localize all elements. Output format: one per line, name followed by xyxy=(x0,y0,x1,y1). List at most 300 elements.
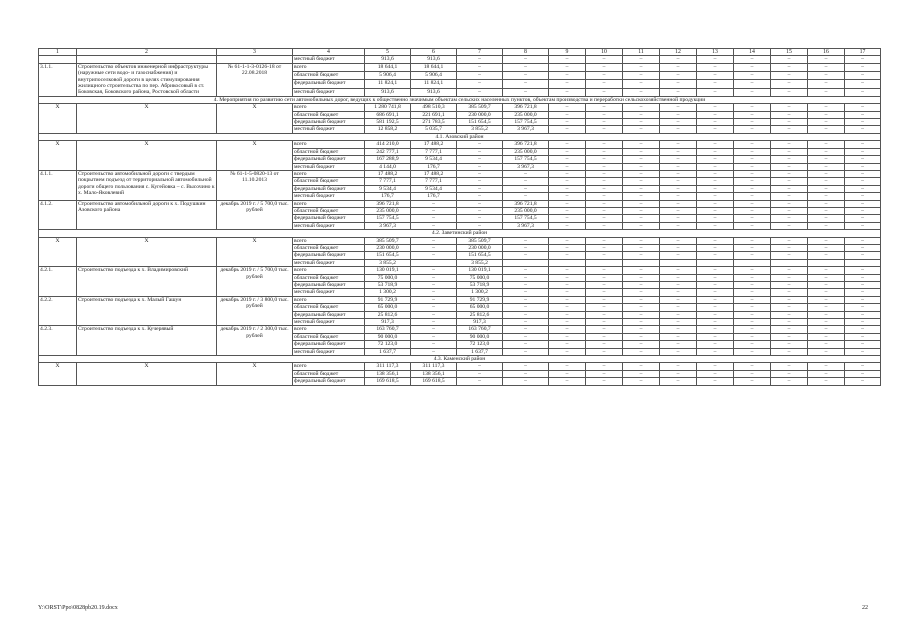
amount-cell: – xyxy=(734,333,771,340)
amount-cell: – xyxy=(503,274,549,281)
amount-cell: – xyxy=(771,185,808,192)
funding-source-cell: областной бюджет xyxy=(293,304,365,311)
amount-cell: – xyxy=(549,363,586,370)
amount-cell: – xyxy=(623,156,660,163)
amount-cell: – xyxy=(623,348,660,355)
amount-cell: – xyxy=(660,193,697,200)
funding-source-cell: областной бюджет xyxy=(293,370,365,377)
amount-cell: – xyxy=(697,370,734,377)
amount-cell: – xyxy=(734,163,771,170)
budget-table-sheet xyxy=(38,48,872,386)
amount-cell: – xyxy=(660,237,697,244)
amount-cell: – xyxy=(697,56,734,63)
amount-cell: – xyxy=(623,222,660,229)
amount-cell: – xyxy=(457,193,503,200)
amount-cell: – xyxy=(660,244,697,251)
amount-cell: 7 777,1 xyxy=(411,148,457,155)
amount-cell: – xyxy=(808,326,845,333)
amount-cell: 151 654,5 xyxy=(457,252,503,259)
amount-cell: – xyxy=(411,304,457,311)
amount-cell: – xyxy=(549,237,586,244)
table-row xyxy=(39,267,881,274)
funding-source-cell: областной бюджет xyxy=(293,207,365,214)
amount-cell: – xyxy=(623,378,660,385)
amount-cell: – xyxy=(697,274,734,281)
amount-cell: – xyxy=(549,348,586,355)
amount-cell: 3 967,3 xyxy=(503,222,549,229)
amount-cell: – xyxy=(549,156,586,163)
amount-cell: – xyxy=(697,185,734,192)
amount-cell: – xyxy=(411,333,457,340)
amount-cell: 17 488,2 xyxy=(411,170,457,177)
amount-cell: – xyxy=(623,119,660,126)
table-header-row xyxy=(39,49,881,56)
amount-cell: – xyxy=(808,72,845,80)
amount-cell: 230 000,0 xyxy=(457,244,503,251)
amount-cell: 3 967,3 xyxy=(503,126,549,133)
amount-cell: – xyxy=(808,282,845,289)
amount-cell: 385 509,7 xyxy=(457,237,503,244)
amount-cell: – xyxy=(734,126,771,133)
amount-cell: – xyxy=(734,370,771,377)
header-cell: 11 xyxy=(623,49,660,56)
amount-cell: – xyxy=(503,341,549,348)
funding-source-cell: областной бюджет xyxy=(293,333,365,340)
amount-cell: – xyxy=(771,319,808,326)
item-doc-cell: декабрь 2019 г. / 5 700,0 тыс. рублей xyxy=(217,200,293,230)
amount-cell: 235 000,0 xyxy=(503,207,549,214)
amount-cell: 913,6 xyxy=(411,88,457,96)
amount-cell: – xyxy=(586,148,623,155)
amount-cell: 25 812,6 xyxy=(365,311,411,318)
amount-cell: – xyxy=(845,333,881,340)
amount-cell: – xyxy=(457,200,503,207)
amount-cell: – xyxy=(586,348,623,355)
amount-cell: – xyxy=(586,378,623,385)
amount-cell: – xyxy=(549,193,586,200)
amount-cell: – xyxy=(457,170,503,177)
amount-cell: – xyxy=(623,289,660,296)
amount-cell: – xyxy=(586,215,623,222)
amount-cell: 3 967,3 xyxy=(503,163,549,170)
amount-cell: – xyxy=(734,341,771,348)
funding-source-cell: всего xyxy=(293,63,365,71)
amount-cell: – xyxy=(623,170,660,177)
amount-cell: 3 855,2 xyxy=(365,259,411,266)
amount-cell: – xyxy=(697,215,734,222)
amount-cell: – xyxy=(503,170,549,177)
amount-cell: – xyxy=(411,341,457,348)
amount-cell: – xyxy=(771,289,808,296)
amount-cell: – xyxy=(697,222,734,229)
amount-cell: – xyxy=(586,237,623,244)
amount-cell: – xyxy=(808,148,845,155)
amount-cell: – xyxy=(771,56,808,63)
amount-cell: – xyxy=(457,215,503,222)
amount-cell: – xyxy=(808,370,845,377)
amount-cell: 396 721,8 xyxy=(503,200,549,207)
amount-cell: – xyxy=(586,252,623,259)
amount-cell: – xyxy=(586,111,623,118)
funding-source-cell: местный бюджет xyxy=(293,126,365,133)
amount-cell: – xyxy=(845,104,881,111)
amount-cell: – xyxy=(586,370,623,377)
section-heading: 4.1. Азовский район xyxy=(39,133,881,140)
funding-source-cell: областной бюджет xyxy=(293,244,365,251)
funding-source-cell: федеральный бюджет xyxy=(293,341,365,348)
amount-cell: – xyxy=(660,267,697,274)
amount-cell: 3 855,2 xyxy=(457,259,503,266)
header-cell: 2 xyxy=(77,49,217,56)
item-doc-cell: Х xyxy=(217,141,293,171)
amount-cell: – xyxy=(697,237,734,244)
amount-cell: – xyxy=(411,311,457,318)
amount-cell: – xyxy=(660,200,697,207)
amount-cell: 9 534,4 xyxy=(411,185,457,192)
amount-cell: 17 488,2 xyxy=(365,170,411,177)
amount-cell: – xyxy=(808,304,845,311)
amount-cell: – xyxy=(411,296,457,303)
item-number-cell xyxy=(39,56,77,63)
amount-cell: 163 760,7 xyxy=(365,326,411,333)
amount-cell: – xyxy=(845,80,881,88)
amount-cell: 138 356,1 xyxy=(365,370,411,377)
amount-cell: – xyxy=(697,119,734,126)
amount-cell: – xyxy=(586,63,623,71)
amount-cell: – xyxy=(845,185,881,192)
amount-cell: – xyxy=(549,88,586,96)
amount-cell: – xyxy=(623,304,660,311)
amount-cell: – xyxy=(771,193,808,200)
amount-cell: – xyxy=(697,289,734,296)
amount-cell: 913,6 xyxy=(365,88,411,96)
header-cell: 3 xyxy=(217,49,293,56)
amount-cell: 7 777,1 xyxy=(411,178,457,185)
amount-cell: 90 000,0 xyxy=(457,333,503,340)
amount-cell: 242 777,1 xyxy=(365,148,411,155)
amount-cell: – xyxy=(697,326,734,333)
amount-cell: 91 729,9 xyxy=(365,296,411,303)
funding-source-cell: местный бюджет xyxy=(293,56,365,63)
amount-cell xyxy=(660,259,697,266)
amount-cell: – xyxy=(734,319,771,326)
amount-cell: – xyxy=(845,170,881,177)
amount-cell: – xyxy=(845,111,881,118)
amount-cell: – xyxy=(549,148,586,155)
amount-cell: 396 721,8 xyxy=(365,200,411,207)
header-cell: 8 xyxy=(503,49,549,56)
header-cell: 6 xyxy=(411,49,457,56)
amount-cell: – xyxy=(586,289,623,296)
amount-cell: – xyxy=(623,193,660,200)
amount-cell: – xyxy=(771,111,808,118)
amount-cell: – xyxy=(457,156,503,163)
amount-cell xyxy=(586,259,623,266)
amount-cell: – xyxy=(623,215,660,222)
item-number-cell: Х xyxy=(39,363,77,385)
item-name-cell: Строительство объектов инженерной инфраструктуры (наружные сети водо- и газоснабжения) и внутрипоселковой дороги в целях стимулирования жилищного строительства по пер. Абрикосовый в ст. Боковская, Боковского района, Ростовской области xyxy=(77,63,217,96)
table-row xyxy=(39,326,881,333)
amount-cell: – xyxy=(734,119,771,126)
amount-cell: – xyxy=(549,244,586,251)
amount-cell: – xyxy=(771,348,808,355)
amount-cell: – xyxy=(623,296,660,303)
funding-source-cell: местный бюджет xyxy=(293,348,365,355)
amount-cell: – xyxy=(623,282,660,289)
amount-cell: – xyxy=(586,341,623,348)
amount-cell: – xyxy=(411,267,457,274)
amount-cell: – xyxy=(734,237,771,244)
item-name-cell: Строительство автомобильной дороги к х. Подушкин Азовского района xyxy=(77,200,217,230)
amount-cell: 235 000,0 xyxy=(503,148,549,155)
amount-cell: 176,7 xyxy=(411,163,457,170)
amount-cell: – xyxy=(808,185,845,192)
funding-source-cell: местный бюджет xyxy=(293,222,365,229)
amount-cell: 11 824,1 xyxy=(411,80,457,88)
amount-cell xyxy=(808,259,845,266)
amount-cell: – xyxy=(549,119,586,126)
amount-cell: – xyxy=(623,370,660,377)
amount-cell: – xyxy=(771,156,808,163)
amount-cell: – xyxy=(660,222,697,229)
amount-cell: – xyxy=(660,111,697,118)
amount-cell: – xyxy=(697,296,734,303)
amount-cell: – xyxy=(411,215,457,222)
amount-cell: – xyxy=(549,267,586,274)
amount-cell: – xyxy=(623,80,660,88)
amount-cell: – xyxy=(549,282,586,289)
amount-cell: – xyxy=(697,267,734,274)
item-name-cell: Строительство подъезда к х. Владимировский xyxy=(77,267,217,297)
amount-cell: – xyxy=(697,156,734,163)
amount-cell: – xyxy=(586,178,623,185)
item-name-cell xyxy=(77,56,217,63)
amount-cell: – xyxy=(697,378,734,385)
amount-cell: – xyxy=(660,370,697,377)
item-doc-cell: № 61-1-5-0820-13 от 11.10.2013 xyxy=(217,170,293,200)
amount-cell: – xyxy=(660,289,697,296)
amount-cell: – xyxy=(697,333,734,340)
amount-cell: – xyxy=(771,215,808,222)
amount-cell: – xyxy=(771,72,808,80)
amount-cell: – xyxy=(586,56,623,63)
funding-source-cell: федеральный бюджет xyxy=(293,311,365,318)
amount-cell: 176,7 xyxy=(411,193,457,200)
amount-cell: – xyxy=(771,370,808,377)
amount-cell: – xyxy=(623,88,660,96)
amount-cell: – xyxy=(549,170,586,177)
amount-cell: – xyxy=(549,111,586,118)
amount-cell: – xyxy=(697,88,734,96)
amount-cell: 11 824,1 xyxy=(365,80,411,88)
amount-cell: – xyxy=(623,63,660,71)
amount-cell: – xyxy=(734,72,771,80)
amount-cell: – xyxy=(697,341,734,348)
amount-cell: 396 721,8 xyxy=(503,141,549,148)
amount-cell: – xyxy=(586,126,623,133)
amount-cell: – xyxy=(808,80,845,88)
amount-cell: – xyxy=(845,119,881,126)
header-cell: 14 xyxy=(734,49,771,56)
amount-cell: – xyxy=(771,178,808,185)
amount-cell: – xyxy=(549,163,586,170)
amount-cell: 53 718,9 xyxy=(457,282,503,289)
amount-cell: – xyxy=(660,282,697,289)
amount-cell: – xyxy=(734,63,771,71)
amount-cell: – xyxy=(697,311,734,318)
amount-cell: – xyxy=(411,319,457,326)
amount-cell: – xyxy=(845,88,881,96)
amount-cell: – xyxy=(771,104,808,111)
amount-cell: 151 654,5 xyxy=(457,119,503,126)
amount-cell: – xyxy=(549,341,586,348)
amount-cell: – xyxy=(808,141,845,148)
funding-source-cell: местный бюджет xyxy=(293,319,365,326)
amount-cell: – xyxy=(845,215,881,222)
amount-cell: – xyxy=(457,88,503,96)
amount-cell: – xyxy=(808,126,845,133)
amount-cell: – xyxy=(586,207,623,214)
amount-cell: 151 654,5 xyxy=(365,252,411,259)
item-number-cell: 4.1.1. xyxy=(39,170,77,200)
amount-cell: – xyxy=(845,267,881,274)
amount-cell: – xyxy=(549,296,586,303)
item-doc-cell xyxy=(217,56,293,63)
amount-cell: – xyxy=(660,363,697,370)
amount-cell: – xyxy=(845,326,881,333)
amount-cell: – xyxy=(734,104,771,111)
item-doc-cell: декабрь 2019 г. / 3 800,0 тыс. рублей xyxy=(217,296,293,326)
footer-file-path: Y:\ORST\Ppo\0828pb20.19.docx xyxy=(38,605,118,611)
amount-cell: – xyxy=(623,185,660,192)
amount-cell: – xyxy=(845,304,881,311)
amount-cell: 169 618,5 xyxy=(365,378,411,385)
amount-cell: – xyxy=(771,207,808,214)
item-number-cell: 4.2.2. xyxy=(39,296,77,326)
amount-cell: – xyxy=(697,348,734,355)
amount-cell: – xyxy=(845,207,881,214)
amount-cell: – xyxy=(457,148,503,155)
amount-cell: – xyxy=(660,148,697,155)
amount-cell: – xyxy=(771,296,808,303)
amount-cell: – xyxy=(808,267,845,274)
amount-cell: – xyxy=(734,215,771,222)
amount-cell: – xyxy=(697,282,734,289)
funding-source-cell: федеральный бюджет xyxy=(293,156,365,163)
amount-cell: 12 858,2 xyxy=(365,126,411,133)
amount-cell: 581 192,5 xyxy=(365,119,411,126)
amount-cell: – xyxy=(697,207,734,214)
header-cell: 10 xyxy=(586,49,623,56)
amount-cell: – xyxy=(586,193,623,200)
funding-source-cell: федеральный бюджет xyxy=(293,215,365,222)
amount-cell: – xyxy=(623,341,660,348)
amount-cell: 25 812,6 xyxy=(457,311,503,318)
amount-cell: – xyxy=(734,170,771,177)
section-row xyxy=(39,96,881,103)
amount-cell: – xyxy=(734,185,771,192)
amount-cell: 65 000,0 xyxy=(457,304,503,311)
amount-cell: – xyxy=(457,80,503,88)
funding-source-cell: областной бюджет xyxy=(293,148,365,155)
amount-cell: – xyxy=(697,104,734,111)
amount-cell: – xyxy=(771,311,808,318)
amount-cell: – xyxy=(586,319,623,326)
amount-cell: – xyxy=(845,193,881,200)
amount-cell: – xyxy=(771,237,808,244)
amount-cell: – xyxy=(845,126,881,133)
amount-cell: 9 534,4 xyxy=(365,185,411,192)
amount-cell: – xyxy=(734,267,771,274)
amount-cell: – xyxy=(734,296,771,303)
amount-cell: – xyxy=(845,56,881,63)
amount-cell: – xyxy=(845,72,881,80)
amount-cell: – xyxy=(808,311,845,318)
amount-cell xyxy=(411,259,457,266)
amount-cell: – xyxy=(623,237,660,244)
amount-cell: – xyxy=(660,326,697,333)
amount-cell: – xyxy=(586,170,623,177)
funding-source-cell: всего xyxy=(293,296,365,303)
amount-cell: – xyxy=(697,126,734,133)
amount-cell: – xyxy=(771,282,808,289)
amount-cell: – xyxy=(549,370,586,377)
amount-cell: – xyxy=(549,200,586,207)
amount-cell: – xyxy=(808,88,845,96)
funding-source-cell: всего xyxy=(293,363,365,370)
amount-cell: – xyxy=(586,333,623,340)
section-heading: 4. Мероприятия по развитию сети автомобильных дорог, ведущих к общественно значимым объектам сельских населенных пунктов, объектам производства и переработки сельскохозяйственной продукции xyxy=(39,96,881,103)
amount-cell: – xyxy=(845,319,881,326)
header-cell: 1 xyxy=(39,49,77,56)
amount-cell: – xyxy=(549,185,586,192)
amount-cell: – xyxy=(411,326,457,333)
amount-cell: 176,7 xyxy=(365,193,411,200)
amount-cell: – xyxy=(808,333,845,340)
amount-cell: – xyxy=(586,244,623,251)
amount-cell: – xyxy=(660,296,697,303)
amount-cell: – xyxy=(734,363,771,370)
amount-cell: – xyxy=(808,215,845,222)
amount-cell: 235 000,0 xyxy=(503,111,549,118)
header-cell: 9 xyxy=(549,49,586,56)
amount-cell: – xyxy=(660,178,697,185)
amount-cell xyxy=(623,259,660,266)
amount-cell: – xyxy=(771,244,808,251)
amount-cell: – xyxy=(734,378,771,385)
funding-source-cell: областной бюджет xyxy=(293,72,365,80)
item-number-cell: 3.1.1. xyxy=(39,63,77,96)
amount-cell: – xyxy=(734,326,771,333)
amount-cell: – xyxy=(808,296,845,303)
amount-cell: – xyxy=(549,252,586,259)
amount-cell: – xyxy=(586,267,623,274)
amount-cell: – xyxy=(660,319,697,326)
amount-cell: – xyxy=(623,200,660,207)
item-number-cell: 4.2.1. xyxy=(39,267,77,297)
amount-cell: – xyxy=(845,274,881,281)
amount-cell: 17 488,2 xyxy=(411,141,457,148)
table-row xyxy=(39,296,881,303)
amount-cell: – xyxy=(697,170,734,177)
amount-cell: – xyxy=(457,363,503,370)
amount-cell: – xyxy=(808,274,845,281)
amount-cell: – xyxy=(771,267,808,274)
amount-cell: 385 509,7 xyxy=(365,237,411,244)
amount-cell: – xyxy=(845,311,881,318)
amount-cell: – xyxy=(586,222,623,229)
amount-cell: – xyxy=(697,193,734,200)
